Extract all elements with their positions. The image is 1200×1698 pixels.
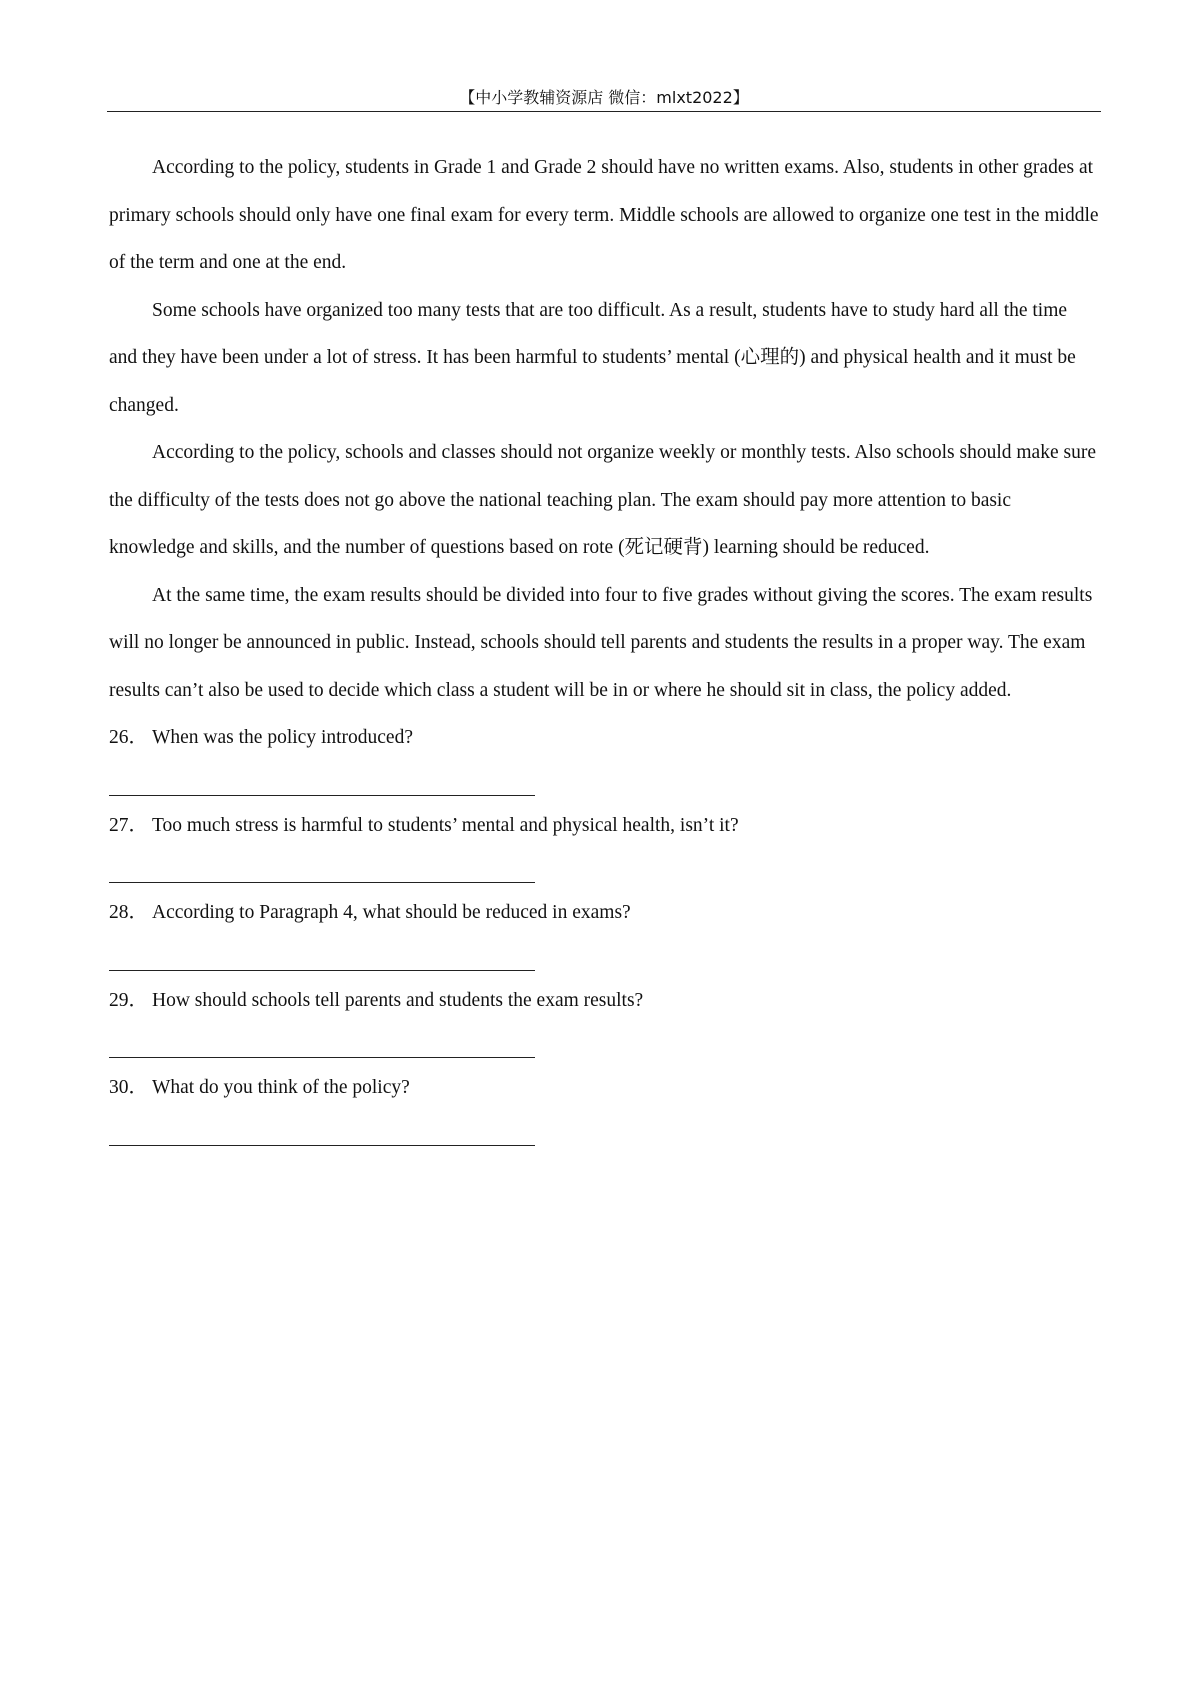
paragraph-3: According to the policy, schools and classes should not organize weekly or monthly tests. Also schools should make sure the difficulty of the tests does not go above the national teaching plan. The exam should pay more attention to basic knowledge and skills, and the number of questions based on rote (死记硬背) learning should be reduced.	[109, 442, 1096, 558]
answer-line-30[interactable]	[109, 1145, 535, 1146]
question-text: Too much stress is harmful to students’ mental and physical health, isn’t it?	[152, 814, 739, 836]
question-26	[109, 714, 1099, 796]
paragraph-2: Some schools have organized too many tests that are too difficult. As a result, students have to study hard all the time and they have been under a lot of stress. It has been harmful to students’ mental (心理的) and physical health and it must be changed.	[109, 299, 1076, 416]
question-28	[109, 889, 1099, 971]
question-29	[109, 977, 1099, 1059]
paragraph-1: According to the policy, students in Grade 1 and Grade 2 should have no written exams. Also, students in other grades at primary schools should only have one final exam for every term. Middle schools are allowed to organize one test in the middle of the term and one at the end.	[109, 157, 1099, 273]
question-list	[109, 714, 1099, 1146]
answer-line-27[interactable]	[109, 882, 535, 883]
page-header: 【中小学教辅资源店 微信：mlxt2022】	[459, 88, 749, 107]
question-text: When was the policy introduced?	[152, 727, 413, 748]
question-number: 27．	[109, 814, 149, 836]
question-number: 28．	[109, 902, 149, 923]
document-body	[109, 144, 1099, 1152]
question-text: According to Paragraph 4, what should be reduced in exams?	[152, 902, 631, 923]
question-number: 26．	[109, 727, 149, 748]
question-27	[109, 802, 1099, 884]
answer-line-26[interactable]	[109, 795, 535, 796]
question-30	[109, 1064, 1099, 1146]
paragraph-4: At the same time, the exam results should be divided into four to five grades without giving the scores. The exam results will no longer be announced in public. Instead, schools should tell parents and students the results in a proper way. The exam results can’t also be used to decide which class a student will be in or where he should sit in class, the policy added.	[109, 584, 1093, 701]
question-number: 29．	[109, 989, 149, 1011]
answer-line-28[interactable]	[109, 970, 535, 971]
answer-line-29[interactable]	[109, 1057, 535, 1058]
header-divider	[107, 111, 1101, 112]
question-text: How should schools tell parents and students the exam results?	[152, 989, 644, 1011]
question-number: 30．	[109, 1077, 149, 1098]
question-text: What do you think of the policy?	[152, 1077, 410, 1098]
